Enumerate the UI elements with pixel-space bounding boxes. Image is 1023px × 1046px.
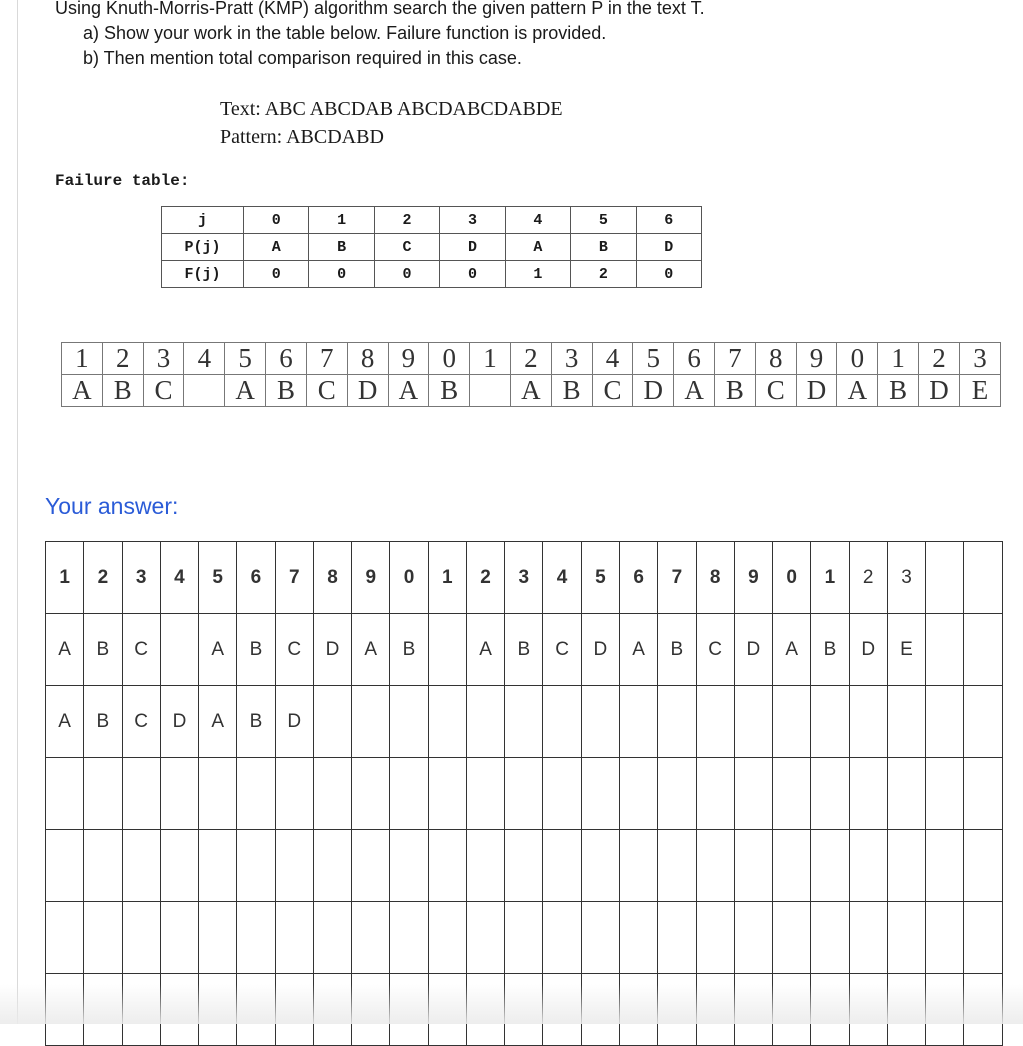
text-line: Text: ABC ABCDAB ABCDABCDABDE <box>220 98 563 120</box>
answer-cell[interactable]: A <box>619 614 657 686</box>
answer-cell[interactable] <box>84 974 122 1046</box>
answer-cell[interactable] <box>275 902 313 974</box>
failure-cell: 1 <box>505 261 570 288</box>
answer-cell[interactable] <box>926 974 964 1046</box>
text-char-cell: E <box>959 375 1000 407</box>
failure-cell: 0 <box>309 261 374 288</box>
answer-cell[interactable] <box>122 830 160 902</box>
answer-cell[interactable]: 2 <box>849 542 887 614</box>
answer-cell[interactable] <box>543 974 581 1046</box>
answer-cell[interactable]: C <box>696 614 734 686</box>
answer-cell[interactable] <box>734 974 772 1046</box>
failure-cell: C <box>374 234 439 261</box>
answer-cell[interactable] <box>390 758 428 830</box>
failure-cell: 2 <box>374 207 439 234</box>
answer-cell[interactable] <box>352 686 390 758</box>
answer-cell[interactable]: C <box>122 614 160 686</box>
answer-cell[interactable] <box>352 758 390 830</box>
answer-cell[interactable]: D <box>581 614 619 686</box>
answer-cell[interactable] <box>849 974 887 1046</box>
answer-cell[interactable] <box>275 830 313 902</box>
answer-cell[interactable] <box>811 758 849 830</box>
text-index-cell: 9 <box>388 343 429 375</box>
answer-cell[interactable] <box>46 974 84 1046</box>
answer-cell[interactable]: 5 <box>581 542 619 614</box>
answer-cell[interactable] <box>926 686 964 758</box>
answer-cell[interactable]: D <box>275 686 313 758</box>
answer-cell[interactable] <box>275 758 313 830</box>
answer-cell[interactable] <box>773 902 811 974</box>
answer-cell[interactable] <box>773 686 811 758</box>
answer-cell[interactable]: D <box>849 614 887 686</box>
text-index-cell: 6 <box>266 343 307 375</box>
answer-cell[interactable]: A <box>773 614 811 686</box>
answer-label: Your answer: <box>45 493 179 519</box>
answer-cell[interactable] <box>581 830 619 902</box>
failure-header: j <box>162 207 244 234</box>
text-index-cell: 8 <box>755 343 796 375</box>
answer-cell[interactable]: 6 <box>619 542 657 614</box>
answer-cell[interactable] <box>543 686 581 758</box>
text-index-cell: 1 <box>878 343 919 375</box>
failure-row-p <box>162 234 702 261</box>
answer-cell[interactable]: D <box>734 614 772 686</box>
answer-row <box>46 902 1003 974</box>
answer-cell[interactable] <box>696 686 734 758</box>
answer-cell[interactable] <box>964 830 1003 902</box>
failure-cell: 3 <box>440 207 505 234</box>
answer-row <box>46 974 1003 1046</box>
answer-cell[interactable] <box>237 902 275 974</box>
answer-cell[interactable]: 3 <box>122 542 160 614</box>
answer-cell[interactable]: B <box>84 614 122 686</box>
answer-cell[interactable] <box>505 686 543 758</box>
answer-cell[interactable]: B <box>237 686 275 758</box>
answer-cell[interactable]: 7 <box>658 542 696 614</box>
answer-cell[interactable]: 3 <box>887 542 925 614</box>
answer-cell[interactable] <box>390 830 428 902</box>
answer-cell[interactable] <box>160 830 198 902</box>
answer-cell[interactable] <box>160 974 198 1046</box>
answer-cell[interactable] <box>964 974 1003 1046</box>
answer-cell[interactable] <box>581 974 619 1046</box>
answer-cell[interactable] <box>505 758 543 830</box>
answer-cell[interactable] <box>199 830 237 902</box>
answer-cell[interactable] <box>543 758 581 830</box>
text-index-cell: 4 <box>592 343 633 375</box>
text-index-row <box>62 343 1001 375</box>
pattern-line: Pattern: ABCDABD <box>220 126 384 148</box>
answer-cell[interactable] <box>619 830 657 902</box>
answer-cell[interactable]: 2 <box>466 542 504 614</box>
failure-cell: 2 <box>571 261 636 288</box>
answer-cell[interactable]: 9 <box>734 542 772 614</box>
answer-cell[interactable] <box>696 758 734 830</box>
answer-cell[interactable] <box>237 758 275 830</box>
answer-cell[interactable]: 3 <box>505 542 543 614</box>
text-char-cell: C <box>755 375 796 407</box>
answer-cell[interactable]: B <box>390 614 428 686</box>
answer-cell[interactable] <box>581 686 619 758</box>
text-char-cell: C <box>592 375 633 407</box>
answer-cell[interactable] <box>773 758 811 830</box>
answer-cell[interactable] <box>696 902 734 974</box>
answer-cell[interactable]: B <box>505 614 543 686</box>
answer-cell[interactable] <box>466 974 504 1046</box>
answer-cell[interactable] <box>619 686 657 758</box>
answer-cell[interactable] <box>428 686 466 758</box>
failure-cell: A <box>244 234 309 261</box>
answer-cell[interactable] <box>658 830 696 902</box>
answer-cell[interactable] <box>926 902 964 974</box>
text-char-cell: B <box>878 375 919 407</box>
failure-row-j <box>162 207 702 234</box>
answer-cell[interactable] <box>658 974 696 1046</box>
text-char-cell: C <box>306 375 347 407</box>
failure-cell: 0 <box>440 261 505 288</box>
answer-cell[interactable] <box>160 902 198 974</box>
failure-cell: B <box>309 234 374 261</box>
answer-cell[interactable] <box>581 902 619 974</box>
text-char-cell: D <box>633 375 674 407</box>
answer-cell[interactable] <box>658 686 696 758</box>
text-index-cell: 1 <box>470 343 511 375</box>
answer-cell[interactable] <box>887 974 925 1046</box>
answer-cell[interactable] <box>619 974 657 1046</box>
answer-cell[interactable] <box>926 758 964 830</box>
text-index-cell: 3 <box>551 343 592 375</box>
answer-cell[interactable] <box>466 830 504 902</box>
answer-cell[interactable] <box>811 974 849 1046</box>
answer-cell[interactable] <box>887 830 925 902</box>
answer-row <box>46 830 1003 902</box>
answer-cell[interactable]: 2 <box>84 542 122 614</box>
answer-grid[interactable] <box>45 541 1003 1046</box>
answer-cell[interactable] <box>466 902 504 974</box>
failure-cell: 4 <box>505 207 570 234</box>
answer-cell[interactable]: C <box>122 686 160 758</box>
answer-cell[interactable]: 0 <box>773 542 811 614</box>
answer-cell[interactable] <box>122 758 160 830</box>
answer-cell[interactable] <box>428 758 466 830</box>
question-part-b: b) Then mention total comparison required in this case. <box>83 48 522 68</box>
failure-cell: 0 <box>636 261 701 288</box>
answer-cell[interactable]: 7 <box>275 542 313 614</box>
answer-cell[interactable] <box>428 902 466 974</box>
answer-cell[interactable] <box>773 974 811 1046</box>
answer-cell[interactable] <box>887 902 925 974</box>
answer-cell[interactable] <box>658 758 696 830</box>
answer-cell[interactable] <box>352 902 390 974</box>
answer-cell[interactable] <box>811 902 849 974</box>
answer-cell[interactable] <box>887 686 925 758</box>
text-index-cell: 3 <box>959 343 1000 375</box>
answer-cell[interactable] <box>926 830 964 902</box>
failure-header: P(j) <box>162 234 244 261</box>
text-index-cell: 2 <box>510 343 551 375</box>
answer-cell[interactable] <box>428 614 466 686</box>
page-left-edge <box>17 0 18 1024</box>
answer-cell[interactable] <box>313 686 351 758</box>
answer-row <box>46 686 1003 758</box>
failure-cell: 1 <box>309 207 374 234</box>
answer-cell[interactable] <box>313 758 351 830</box>
answer-cell[interactable] <box>964 686 1003 758</box>
answer-cell[interactable]: A <box>46 614 84 686</box>
answer-cell[interactable] <box>122 902 160 974</box>
answer-cell[interactable]: 8 <box>313 542 351 614</box>
answer-cell[interactable] <box>619 902 657 974</box>
answer-cell[interactable] <box>543 830 581 902</box>
text-index-cell: 3 <box>143 343 184 375</box>
answer-cell[interactable]: 1 <box>428 542 466 614</box>
answer-cell[interactable] <box>734 686 772 758</box>
answer-cell[interactable] <box>313 974 351 1046</box>
failure-cell: 0 <box>374 261 439 288</box>
text-index-cell: 6 <box>674 343 715 375</box>
answer-cell[interactable] <box>428 830 466 902</box>
text-index-cell: 0 <box>429 343 470 375</box>
answer-cell[interactable] <box>543 902 581 974</box>
answer-cell[interactable] <box>811 830 849 902</box>
text-index-cell: 2 <box>102 343 143 375</box>
answer-cell[interactable] <box>964 614 1003 686</box>
failure-cell: B <box>571 234 636 261</box>
answer-cell[interactable] <box>390 686 428 758</box>
answer-cell[interactable] <box>849 830 887 902</box>
text-char-cell: A <box>388 375 429 407</box>
answer-cell[interactable] <box>619 758 657 830</box>
answer-cell[interactable] <box>926 614 964 686</box>
text-index-cell: 8 <box>347 343 388 375</box>
text-index-cell: 9 <box>796 343 837 375</box>
text-char-cell <box>470 375 511 407</box>
answer-cell[interactable] <box>46 830 84 902</box>
answer-cell[interactable] <box>696 974 734 1046</box>
text-index-cell: 0 <box>837 343 878 375</box>
text-char-row <box>62 375 1001 407</box>
failure-cell: D <box>440 234 505 261</box>
answer-cell[interactable]: 8 <box>696 542 734 614</box>
answer-cell[interactable]: 5 <box>199 542 237 614</box>
text-char-cell: C <box>143 375 184 407</box>
answer-cell[interactable] <box>696 830 734 902</box>
text-char-cell <box>184 375 225 407</box>
text-char-cell: B <box>266 375 307 407</box>
question-intro: Using Knuth-Morris-Pratt (KMP) algorithm search the given pattern P in the text T. <box>55 0 705 18</box>
answer-cell[interactable] <box>466 758 504 830</box>
text-char-cell: A <box>62 375 103 407</box>
answer-cell[interactable] <box>734 902 772 974</box>
answer-row <box>46 614 1003 686</box>
answer-cell[interactable] <box>849 902 887 974</box>
answer-cell[interactable]: 4 <box>160 542 198 614</box>
text-index-cell: 4 <box>184 343 225 375</box>
answer-cell[interactable]: A <box>46 686 84 758</box>
text-char-cell: B <box>715 375 756 407</box>
failure-cell: 0 <box>244 207 309 234</box>
answer-cell[interactable] <box>964 542 1003 614</box>
text-char-cell: B <box>102 375 143 407</box>
text-char-cell: A <box>225 375 266 407</box>
text-char-cell: B <box>429 375 470 407</box>
answer-cell[interactable] <box>773 830 811 902</box>
answer-cell[interactable]: D <box>160 686 198 758</box>
text-index-cell: 7 <box>715 343 756 375</box>
failure-cell: 6 <box>636 207 701 234</box>
failure-cell: 0 <box>244 261 309 288</box>
answer-cell[interactable] <box>849 758 887 830</box>
text-char-cell: D <box>919 375 960 407</box>
answer-cell[interactable]: 1 <box>811 542 849 614</box>
text-char-cell: A <box>837 375 878 407</box>
failure-cell: 5 <box>571 207 636 234</box>
answer-cell[interactable] <box>199 902 237 974</box>
answer-cell[interactable] <box>964 758 1003 830</box>
answer-cell[interactable]: B <box>658 614 696 686</box>
failure-cell: D <box>636 234 701 261</box>
text-char-cell: D <box>796 375 837 407</box>
answer-row <box>46 542 1003 614</box>
answer-cell[interactable] <box>199 974 237 1046</box>
answer-cell[interactable] <box>275 974 313 1046</box>
answer-cell[interactable] <box>505 974 543 1046</box>
answer-cell[interactable] <box>734 758 772 830</box>
answer-cell[interactable]: 4 <box>543 542 581 614</box>
answer-cell[interactable]: 9 <box>352 542 390 614</box>
answer-cell[interactable] <box>160 758 198 830</box>
answer-cell[interactable]: D <box>313 614 351 686</box>
answer-cell[interactable] <box>84 830 122 902</box>
answer-cell[interactable] <box>313 902 351 974</box>
answer-cell[interactable] <box>581 758 619 830</box>
answer-cell[interactable] <box>887 758 925 830</box>
answer-cell[interactable] <box>237 830 275 902</box>
answer-row <box>46 758 1003 830</box>
text-char-cell: A <box>510 375 551 407</box>
answer-cell[interactable] <box>390 902 428 974</box>
answer-cell[interactable] <box>84 902 122 974</box>
answer-cell[interactable]: A <box>199 614 237 686</box>
answer-cell[interactable] <box>352 974 390 1046</box>
answer-cell[interactable]: A <box>352 614 390 686</box>
answer-cell[interactable]: A <box>466 614 504 686</box>
answer-cell[interactable] <box>811 686 849 758</box>
answer-cell[interactable]: B <box>811 614 849 686</box>
answer-cell[interactable] <box>122 974 160 1046</box>
answer-cell[interactable] <box>313 830 351 902</box>
answer-cell[interactable] <box>505 830 543 902</box>
answer-cell[interactable] <box>46 902 84 974</box>
text-char-cell: A <box>674 375 715 407</box>
answer-cell[interactable] <box>466 686 504 758</box>
text-index-cell: 5 <box>633 343 674 375</box>
text-index-cell: 1 <box>62 343 103 375</box>
answer-cell[interactable]: B <box>237 614 275 686</box>
answer-cell[interactable] <box>658 902 696 974</box>
answer-cell[interactable]: C <box>543 614 581 686</box>
text-char-cell: D <box>347 375 388 407</box>
answer-cell[interactable] <box>199 758 237 830</box>
question-part-a: a) Show your work in the table below. Failure function is provided. <box>83 23 607 43</box>
answer-cell[interactable]: 1 <box>46 542 84 614</box>
answer-cell[interactable] <box>849 686 887 758</box>
answer-cell[interactable]: C <box>275 614 313 686</box>
failure-cell: A <box>505 234 570 261</box>
answer-cell[interactable] <box>926 542 964 614</box>
answer-cell[interactable] <box>390 974 428 1046</box>
failure-header: F(j) <box>162 261 244 288</box>
text-table <box>61 342 1001 407</box>
answer-cell[interactable] <box>964 902 1003 974</box>
answer-cell[interactable] <box>505 902 543 974</box>
answer-cell[interactable] <box>237 974 275 1046</box>
text-index-cell: 5 <box>225 343 266 375</box>
answer-cell[interactable] <box>428 974 466 1046</box>
answer-cell[interactable] <box>46 758 84 830</box>
answer-cell[interactable]: E <box>887 614 925 686</box>
answer-cell[interactable]: 6 <box>237 542 275 614</box>
failure-table-label: Failure table: <box>55 172 190 190</box>
failure-row-f <box>162 261 702 288</box>
answer-cell[interactable] <box>160 614 198 686</box>
failure-table <box>161 206 702 288</box>
answer-cell[interactable] <box>352 830 390 902</box>
text-char-cell: B <box>551 375 592 407</box>
text-index-cell: 2 <box>919 343 960 375</box>
answer-cell[interactable] <box>84 758 122 830</box>
answer-cell[interactable]: 0 <box>390 542 428 614</box>
answer-cell[interactable]: B <box>84 686 122 758</box>
answer-cell[interactable]: A <box>199 686 237 758</box>
text-index-cell: 7 <box>306 343 347 375</box>
answer-cell[interactable] <box>734 830 772 902</box>
